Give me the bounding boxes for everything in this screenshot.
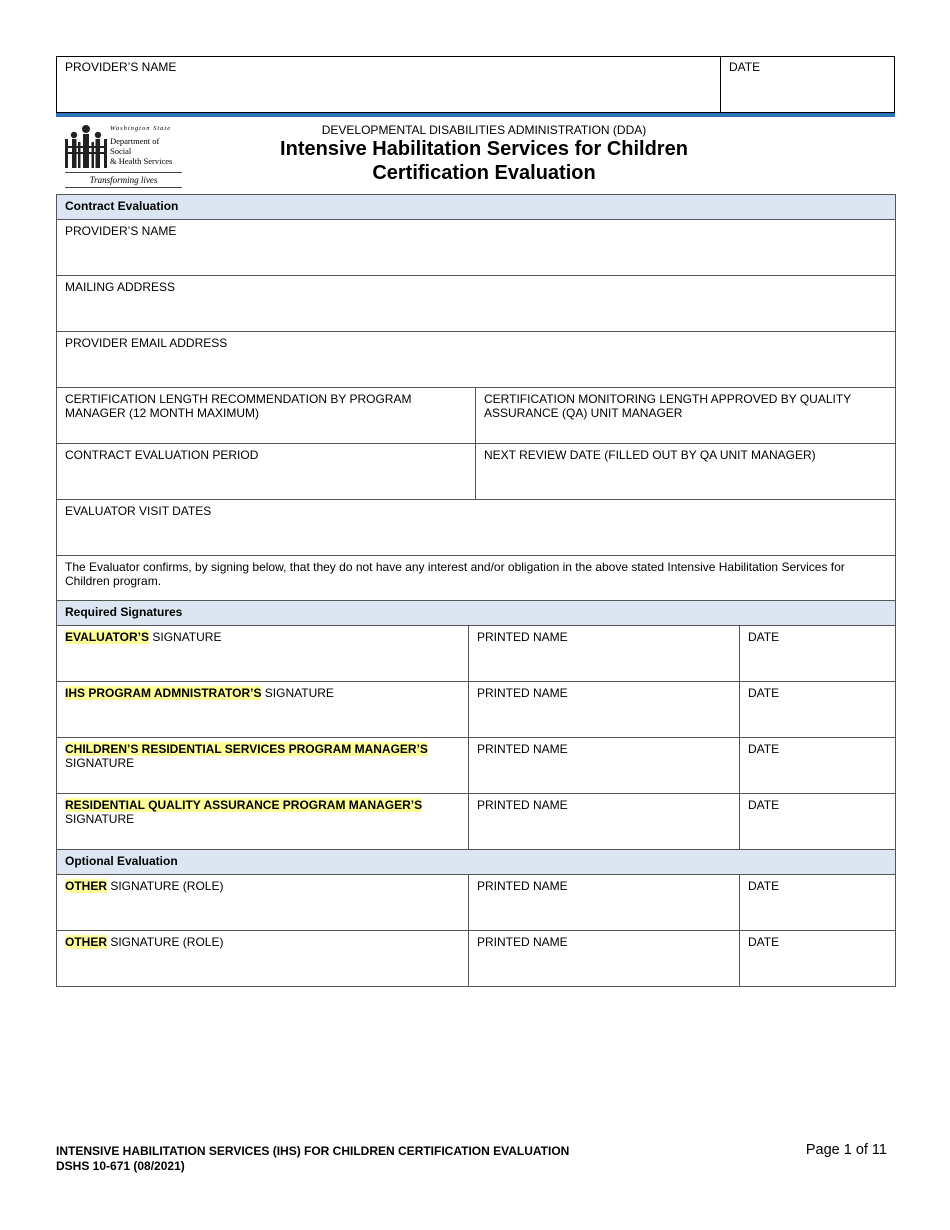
- mailing-address-label: MAILING ADDRESS: [65, 280, 176, 294]
- required-section-title: Required Signatures: [57, 601, 896, 626]
- signature-role: OTHER: [65, 879, 107, 893]
- date-label: DATE: [748, 630, 780, 644]
- document-title-line1: Intensive Habilitation Services for Children: [280, 138, 688, 160]
- visit-dates-field[interactable]: [57, 500, 896, 556]
- other-signature-field[interactable]: [57, 875, 469, 931]
- signature-suffix: SIGNATURE: [149, 630, 222, 644]
- printed-name-label: PRINTED NAME: [477, 798, 568, 812]
- document-header: [184, 123, 784, 185]
- provider-email-label: PROVIDER EMAIL ADDRESS: [65, 336, 228, 350]
- agency-name: DEVELOPMENTAL DISABILITIES ADMINISTRATION (DDA): [321, 123, 647, 137]
- provider-name-field[interactable]: [57, 220, 896, 276]
- date-field[interactable]: [740, 931, 896, 987]
- family-figures-icon: [64, 124, 108, 170]
- signature-role: RESIDENTIAL QUALITY ASSURANCE PROGRAM MANAGER’S: [65, 798, 423, 812]
- date-label: DATE: [748, 742, 780, 756]
- cert-length-field[interactable]: [57, 388, 476, 444]
- logo-org-line2: & Health Services: [110, 156, 173, 166]
- signature-suffix: SIGNATURE (ROLE): [107, 935, 224, 949]
- printed-name-field[interactable]: [469, 875, 740, 931]
- date-field[interactable]: [740, 794, 896, 850]
- visit-dates-label: EVALUATOR VISIT DATES: [65, 504, 212, 518]
- printed-name-label: PRINTED NAME: [477, 630, 568, 644]
- printed-name-label: PRINTED NAME: [477, 686, 568, 700]
- childrens-residential-pm-signature-field[interactable]: [57, 738, 469, 794]
- residential-qa-pm-signature-field[interactable]: [57, 794, 469, 850]
- cert-length-label: CERTIFICATION LENGTH RECOMMENDATION BY PROGRAM MANAGER (12 MONTH MAXIMUM): [65, 392, 412, 420]
- signatures-table: [56, 600, 896, 987]
- logo-tagline: Transforming lives: [65, 172, 182, 188]
- contract-evaluation-table: [56, 194, 896, 602]
- signature-role: EVALUATOR’S: [65, 630, 150, 644]
- printed-name-label: PRINTED NAME: [477, 742, 568, 756]
- date-field[interactable]: [740, 626, 896, 682]
- provider-name-label: PROVIDER’S NAME: [65, 224, 177, 238]
- signature-suffix: SIGNATURE: [65, 812, 135, 826]
- cert-monitoring-field[interactable]: [476, 388, 896, 444]
- evaluator-statement: The Evaluator confirms, by signing below, that they do not have any interest and/or obligation in the above stated Intensive Habilitation Services for Children program.: [57, 556, 896, 602]
- signature-suffix: SIGNATURE: [65, 756, 135, 770]
- top-provider-name-label: PROVIDER’S NAME: [65, 60, 177, 74]
- logo-org: [110, 136, 182, 166]
- logo-state: Washington State: [110, 125, 172, 132]
- date-label: DATE: [748, 686, 780, 700]
- date-field[interactable]: [740, 738, 896, 794]
- printed-name-field[interactable]: [469, 794, 740, 850]
- footer-form-info: [56, 1144, 569, 1174]
- other-signature-field[interactable]: [57, 931, 469, 987]
- next-review-field[interactable]: [476, 444, 896, 500]
- printed-name-field[interactable]: [469, 738, 740, 794]
- printed-name-field[interactable]: [469, 931, 740, 987]
- header-divider: [56, 113, 895, 117]
- printed-name-label: PRINTED NAME: [477, 935, 568, 949]
- printed-name-field[interactable]: [469, 682, 740, 738]
- cert-monitoring-label: CERTIFICATION MONITORING LENGTH APPROVED BY QUALITY ASSURANCE (QA) UNIT MANAGER: [484, 392, 851, 420]
- next-review-label: NEXT REVIEW DATE (FILLED OUT BY QA UNIT MANAGER): [484, 448, 816, 462]
- date-label: DATE: [748, 798, 780, 812]
- date-field[interactable]: [740, 875, 896, 931]
- top-provider-name-field[interactable]: [57, 57, 721, 112]
- signature-role: CHILDREN’S RESIDENTIAL SERVICES PROGRAM MANAGER’S: [65, 742, 428, 756]
- contract-section-title: Contract Evaluation: [57, 195, 896, 220]
- provider-email-field[interactable]: [57, 332, 896, 388]
- top-date-label: DATE: [729, 60, 761, 74]
- dshs-logo: [62, 124, 182, 190]
- signature-role: OTHER: [65, 935, 107, 949]
- ihs-administrator-signature-field[interactable]: [57, 682, 469, 738]
- footer-form-number: DSHS 10-671 (08/2021): [56, 1159, 185, 1173]
- signature-suffix: SIGNATURE: [261, 686, 334, 700]
- header-fields-box: [56, 56, 895, 113]
- eval-period-label: CONTRACT EVALUATION PERIOD: [65, 448, 259, 462]
- date-label: DATE: [748, 935, 780, 949]
- printed-name-label: PRINTED NAME: [477, 879, 568, 893]
- document-title-line2: Certification Evaluation: [372, 162, 596, 184]
- optional-section-title: Optional Evaluation: [57, 850, 896, 875]
- signature-role: IHS PROGRAM ADMNISTRATOR’S: [65, 686, 262, 700]
- signature-suffix: SIGNATURE (ROLE): [107, 879, 224, 893]
- logo-org-line1: Department of Social: [110, 136, 160, 156]
- footer-form-title: INTENSIVE HABILITATION SERVICES (IHS) FOR CHILDREN CERTIFICATION EVALUATION: [56, 1144, 570, 1158]
- date-field[interactable]: [740, 682, 896, 738]
- top-date-field[interactable]: [721, 57, 894, 112]
- printed-name-field[interactable]: [469, 626, 740, 682]
- mailing-address-field[interactable]: [57, 276, 896, 332]
- evaluator-signature-field[interactable]: [57, 626, 469, 682]
- date-label: DATE: [748, 879, 780, 893]
- eval-period-field[interactable]: [57, 444, 476, 500]
- page-number: Page 1 of 11: [805, 1142, 887, 1158]
